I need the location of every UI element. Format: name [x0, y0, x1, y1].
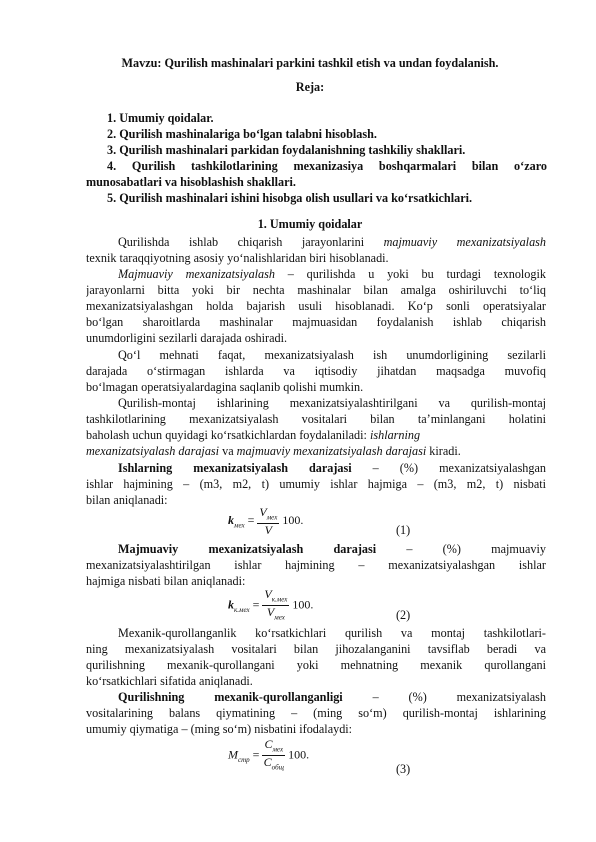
plan-item: 3. Qurilish mashinalari parkidan foydalanishning tashkiliy shakllari. — [107, 143, 466, 157]
equation-number: (2) — [396, 608, 411, 622]
plan-item: 2. Qurilish mashinalariga bo‘lgan talabni hisoblash. — [107, 127, 377, 141]
text-run: kiradi. — [426, 444, 461, 458]
formula-symbol: k — [228, 512, 234, 527]
equation-number: (3) — [396, 762, 411, 776]
formula-subscript: мех — [266, 513, 278, 522]
formula-2: $k_{к.мех}$ = $\frac{V_{к.мех}}{V_{мех}}$ 100. — [228, 587, 314, 622]
paragraph-line: texnik taraqqiyotning asosiy yo‘nalishlaridan biri hisoblanadi. — [86, 251, 389, 265]
plan-item: 5. Qurilish mashinalari ishini hisobga olish usullari va ko‘rsatkichlari. — [107, 191, 473, 205]
italic-term: ishlarning — [369, 428, 421, 442]
paragraph-line: darajada o‘stirmagan ishlarda va iqtisodiy jihatdan maqsadga muvofiq — [86, 364, 546, 378]
paragraph-line — [118, 690, 546, 705]
paragraph-line: jarayonlarni bitta yoki bir nechta mashinalar bilan amalga oshiriluvchi to‘liq — [86, 283, 546, 297]
formula-symbol: V — [264, 587, 272, 601]
italic-term: majmuaviy mexanizatsiyalash — [383, 235, 546, 249]
paragraph-line: ko‘rsatkichlari sifatida aniqlanadi. — [86, 674, 253, 688]
formula-symbol: V — [266, 605, 275, 620]
formula-subscript: общ — [271, 763, 284, 772]
formula-symbol: C — [263, 755, 272, 770]
paragraph-line — [118, 235, 546, 250]
formula-1: $k_{мех}$ = $\frac{V_{мех}}{V}$ 100. — [228, 505, 304, 538]
formula-symbol: k — [228, 597, 234, 612]
paragraph-line — [118, 461, 546, 476]
paragraph-line: ning mexanizatsiyalash vositalari bilan jihozalanganini tavsiflab beradi va — [86, 642, 546, 656]
formula-subscript: мех — [234, 521, 245, 530]
paragraph-line: bilan aniqlanadi: — [86, 493, 168, 507]
formula-symbol: V — [264, 523, 273, 538]
plan-item: 1. Umumiy qoidalar. — [107, 111, 214, 125]
paragraph-line: Mexanik-qurollanganlik ko‘rsatkichlari qurilish va montaj tashkilotlari- — [118, 626, 546, 640]
formula-subscript: к.мех — [271, 595, 288, 604]
equation-number: (1) — [396, 523, 411, 537]
italic-term: Majmuaviy mexanizatsiyalash — [118, 267, 275, 281]
text-run: – (%) mexanizatsiyalash — [342, 690, 546, 704]
plan-heading: Reja: — [295, 80, 325, 94]
text-run: – (%) majmuaviy — [376, 542, 546, 556]
paragraph-line — [118, 267, 546, 282]
formula-multiplier: 100. — [288, 747, 310, 762]
formula-subscript: стр — [238, 756, 250, 765]
paragraph-line: vositalarining balans qiymatining – (ming so‘m) qurilish-montaj ishlarining — [86, 706, 546, 720]
formula-multiplier: 100. — [282, 512, 304, 527]
text-run: – qurilishda u yoki bu turdagi texnologik — [274, 267, 546, 281]
formula-3: $M_{стр}$ = $\frac{C_{мех}}{C_{общ}}$ 100. — [228, 737, 310, 772]
paragraph-line: qurilishning mexanik-qurollangani yoki mehnatning mexanik qurollangani — [86, 658, 546, 672]
text-run: – (%) mexanizatsiyalashgan — [351, 461, 546, 475]
paragraph-line: ishlar hajmining – (m3, m2, t) umumiy ishlar hajmiga – (m3, m2, t) nisbati — [86, 477, 546, 491]
paragraph-line: umumiy qiymatiga – (ming so‘m) nisbatini ifodalaydi: — [86, 722, 353, 736]
italic-term: mexanizatsiyalash darajasi — [86, 444, 220, 458]
paragraph-line — [86, 428, 546, 443]
paragraph-line: hajmiga nisbati bilan aniqlanadi: — [86, 574, 246, 588]
bold-term: Majmuaviy mexanizatsiyalash darajasi — [118, 542, 377, 556]
paragraph-line: mexanizatsiyalashgan holda bajarish usuli hisoblanadi. Ko‘p sonli operatsiyalar — [86, 299, 546, 313]
paragraph-line: bo‘lgan sharoitlarda mashinalar majmuasidan foydalanish ishlab chiqarish — [86, 315, 546, 329]
formula-fraction — [257, 506, 279, 536]
formula-subscript: к.мех — [234, 606, 250, 615]
plan-item-continuation: munosabatlari va hisoblashish shakllari. — [86, 175, 296, 189]
italic-term: majmuaviy mexanizatsiyalash darajasi — [236, 444, 427, 458]
bold-term: Ishlarning mexanizatsiyalash darajasi — [118, 461, 352, 475]
paragraph-line: unumdorligini sezilarli darajada oshiradi. — [86, 331, 288, 345]
paragraph-line: mexanizatsiyalashtirilgan ishlar hajmining – mexanizatsiyalashgan ishlar — [86, 558, 546, 572]
document-title: Mavzu: Qurilish mashinalari parkini tashkil etish va undan foydalanish. — [121, 56, 499, 70]
paragraph-line — [118, 542, 546, 557]
paragraph-line: Qurilish-montaj ishlarining mexanizatsiyalashtirilgani va qurilish-montaj — [118, 396, 546, 410]
formula-subscript: мех — [274, 613, 285, 622]
paragraph-line: tashkilotlarining mexanizatsiyalash vositalari bilan ta’minlangani holatini — [86, 412, 546, 426]
formula-symbol: C — [264, 737, 273, 751]
section-heading: 1. Umumiy qoidalar — [257, 217, 363, 231]
paragraph-line: bo‘lmagan operatsiyalardagina saqlanib qolishi mumkin. — [86, 380, 364, 394]
formula-fraction — [262, 588, 289, 624]
text-run: Qurilishda ishlab chiqarish jarayonlarini — [118, 235, 365, 249]
plan-item: 4. Qurilish tashkilotlarining mexanizasiya boshqarmalari bilan o‘zaro — [107, 159, 547, 173]
formula-symbol: M — [228, 747, 238, 762]
formula-subscript: мех — [272, 745, 284, 754]
paragraph-line — [86, 444, 546, 459]
formula-fraction — [262, 738, 285, 774]
bold-term: Qurilishning mexanik-qurollanganligi — [118, 690, 343, 704]
text-run: va — [219, 444, 237, 458]
formula-multiplier: 100. — [292, 597, 314, 612]
text-run: baholash uchun quyidagi ko‘rsatkichlardan foydalaniladi: — [86, 428, 367, 442]
paragraph-line: Qo‘l mehnati faqat, mexanizatsiyalash ish unumdorligining sezilarli — [118, 348, 546, 362]
formula-symbol: V — [259, 505, 267, 519]
